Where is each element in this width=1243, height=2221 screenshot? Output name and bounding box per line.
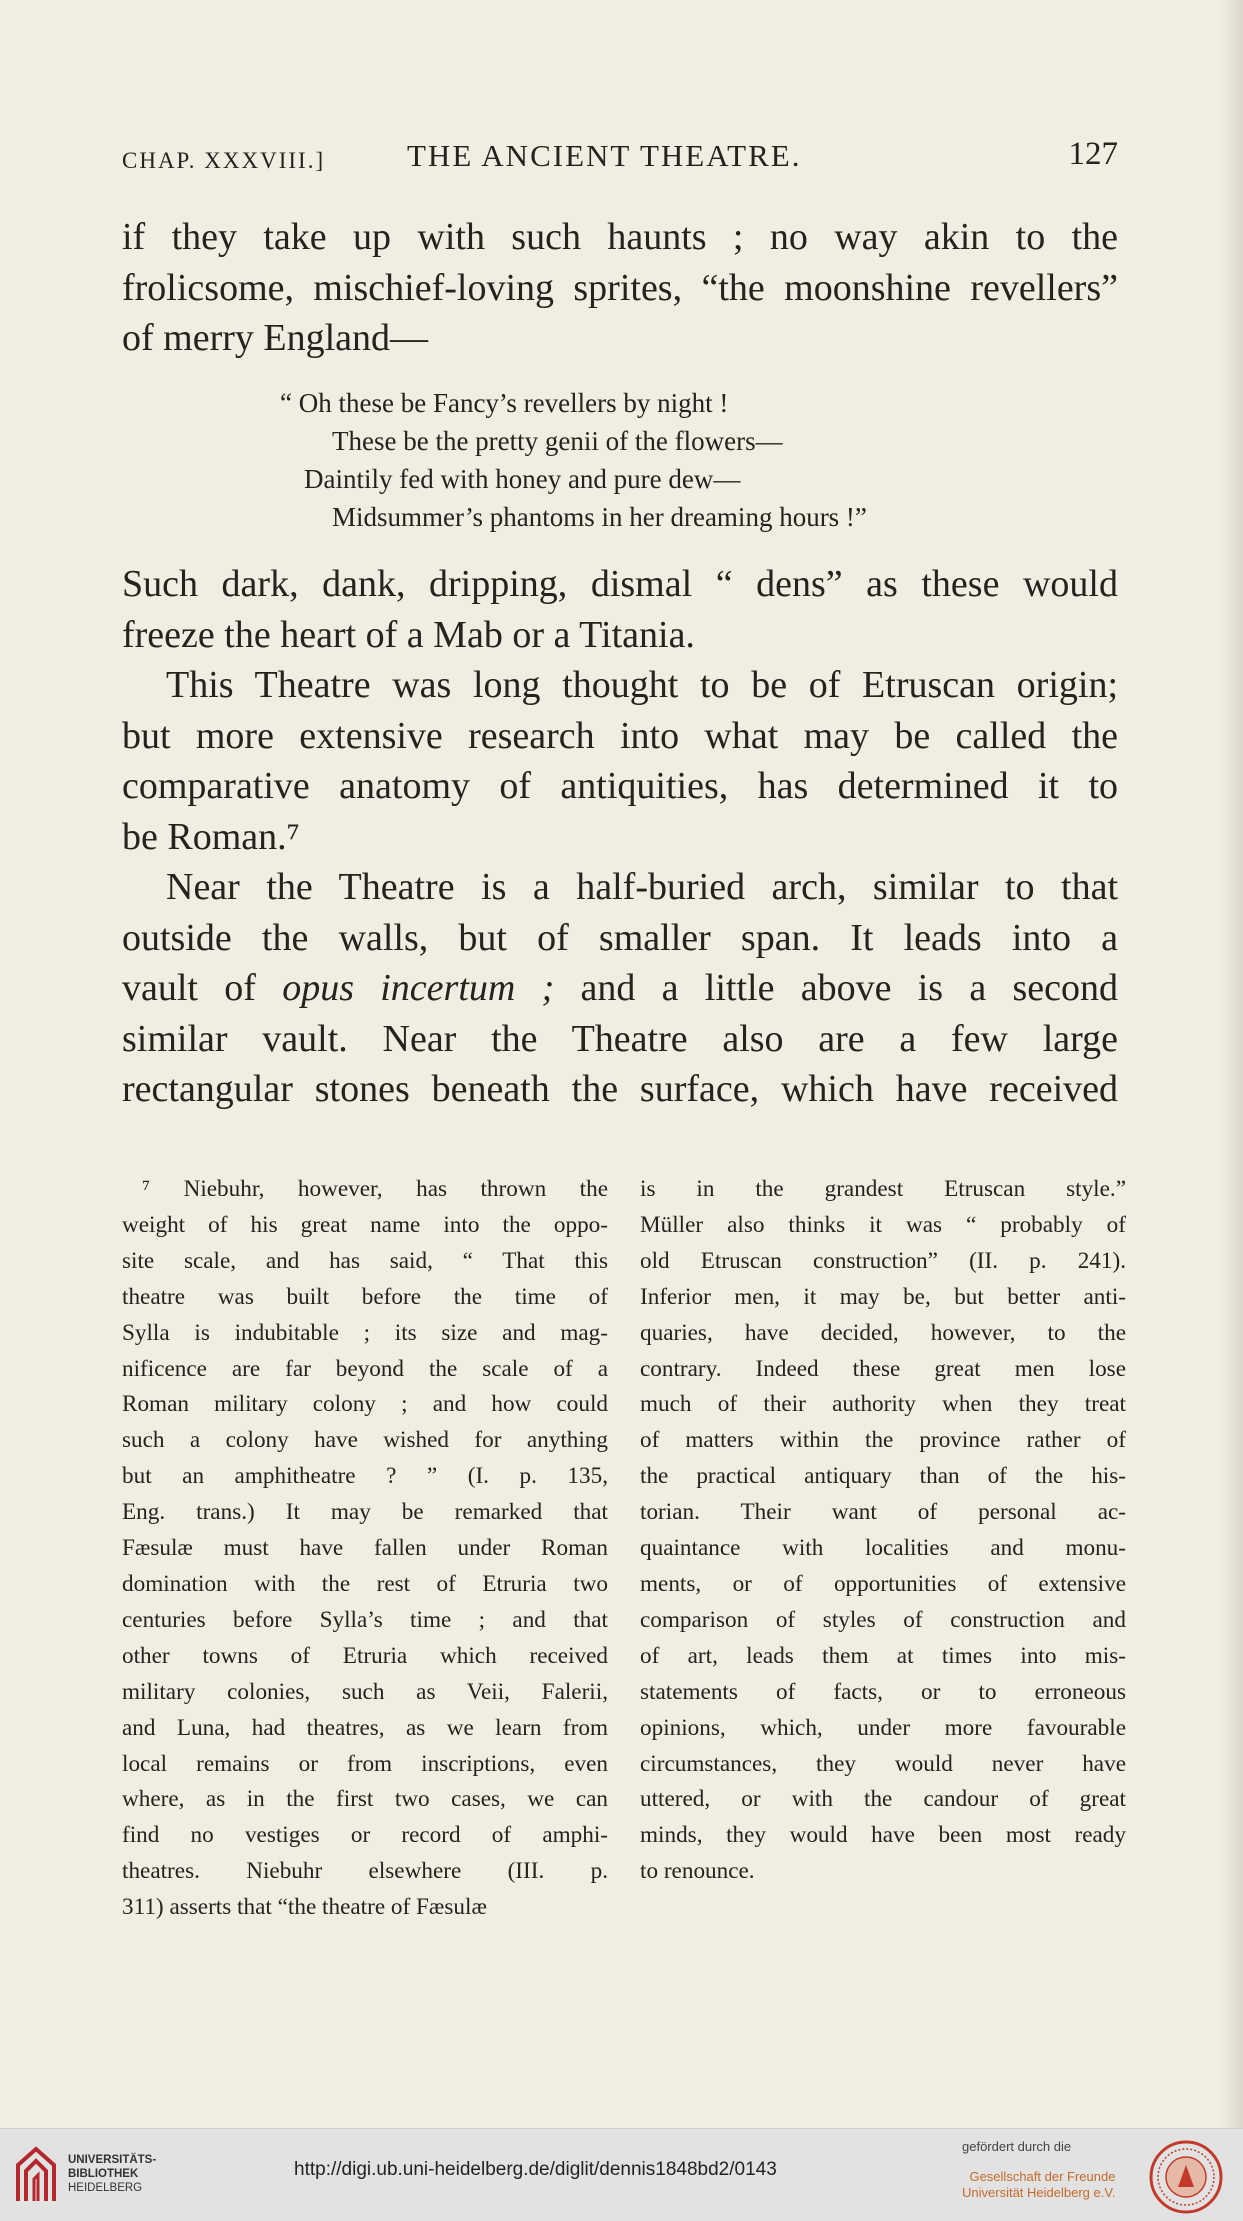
- page-edge-shadow: [1221, 0, 1243, 2128]
- footnote-left-column: [122, 1172, 608, 1926]
- text-line: Such dark, dank, dripping, dismal “ dens” as these would: [122, 563, 1118, 605]
- footnote-line: Eng. trans.) It may be remarked that: [122, 1499, 608, 1526]
- footnote-line: quaintance with localities and monu-: [640, 1535, 1126, 1562]
- verse-quotation: [280, 384, 867, 536]
- footnote-line: minds, they would have been most ready: [640, 1822, 1126, 1849]
- footnote-line: but an amphitheatre ? ” (I. p. 135,: [122, 1463, 608, 1490]
- verse-line: These be the pretty genii of the flowers—: [332, 426, 783, 456]
- footnote-line: of matters within the province rather of: [640, 1427, 1126, 1454]
- footnote-line: statements of facts, or to erroneous: [640, 1678, 1126, 1705]
- text-line: of merry England—: [122, 317, 429, 359]
- verse-line: “ Oh these be Fancy’s revellers by night !: [280, 388, 729, 418]
- text-line: frolicsome, mischief-loving sprites, “the moonshine revellers”: [122, 266, 1118, 309]
- footnote-line: such a colony have wished for anything: [122, 1427, 608, 1454]
- footnote-line: find no vestiges or record of amphi-: [122, 1822, 608, 1849]
- text-line: [122, 963, 1118, 1014]
- library-name: [68, 2153, 156, 2195]
- text-line: but more extensive research into what may be called the: [122, 714, 1118, 757]
- verse-line: Midsummer’s phantoms in her dreaming hours !”: [332, 502, 867, 532]
- text-segment: and a little above is a second: [554, 967, 1118, 1009]
- footnote-line: other towns of Etruria which received: [122, 1642, 608, 1669]
- footnote-line: Roman military colony ; and how could: [122, 1391, 608, 1418]
- footnote-right-column: [640, 1172, 1126, 1890]
- footnote-line: theatre was built before the time of: [122, 1283, 608, 1310]
- footnote-line: military colonies, such as Veii, Falerii,: [122, 1678, 608, 1705]
- italic-phrase: opus incertum ;: [282, 967, 555, 1009]
- university-seal-icon[interactable]: [1146, 2139, 1226, 2215]
- footnote-line: ments, or of opportunities of extensive: [640, 1570, 1126, 1597]
- paragraph-1: [122, 212, 1118, 364]
- footnote-line: weight of his great name into the oppo-: [122, 1211, 608, 1238]
- footnote-line: circumstances, they would never have: [640, 1750, 1126, 1777]
- footnote-line: the practical antiquary than of the his-: [640, 1463, 1126, 1490]
- footnote-line: local remains or from inscriptions, even: [122, 1750, 608, 1777]
- text-line: This Theatre was long thought to be of Etruscan origin;: [166, 664, 1118, 706]
- university-library-logo-icon[interactable]: [14, 2145, 58, 2205]
- footnote-line: is in the grandest Etruscan style.”: [640, 1176, 1126, 1202]
- footnote-line: ⁷ Niebuhr, however, has thrown the: [142, 1176, 608, 1202]
- text-line: freeze the heart of a Mab or a Titania.: [122, 613, 695, 656]
- footnote-line: uttered, or with the candour of great: [640, 1786, 1126, 1813]
- footnote-line: 311) asserts that “the theatre of Fæsulæ: [122, 1894, 487, 1921]
- footnote-line: Inferior men, it may be, but better anti-: [640, 1283, 1126, 1310]
- sponsor-label: gefördert durch die: [962, 2139, 1072, 2154]
- sponsor-name[interactable]: [962, 2169, 1115, 2201]
- footnote-line: where, as in the first two cases, we can: [122, 1786, 608, 1813]
- footnote-line: comparison of styles of construction and: [640, 1606, 1126, 1633]
- footnote-line: to renounce.: [640, 1858, 755, 1885]
- footnote-line: and Luna, had theatres, as we learn from: [122, 1714, 608, 1741]
- footnote-line: opinions, which, under more favourable: [640, 1714, 1126, 1741]
- paragraph-2: [122, 559, 1118, 660]
- footnote-line: Sylla is indubitable ; its size and mag-: [122, 1319, 608, 1346]
- running-title: THE ANCIENT THEATRE.: [407, 138, 802, 173]
- text-line: rectangular stones beneath the surface, which have received: [122, 1068, 1118, 1110]
- text-line: comparative anatomy of antiquities, has determined it to: [122, 765, 1118, 807]
- footnote-line: contrary. Indeed these great men lose: [640, 1355, 1126, 1382]
- library-name-line: UNIVERSITÄTS-: [68, 2154, 157, 2166]
- library-name-line: BIBLIOTHEK: [68, 2168, 139, 2180]
- footnote-line: domination with the rest of Etruria two: [122, 1570, 608, 1597]
- text-line: similar vault. Near the Theatre also are a few large: [122, 1017, 1118, 1060]
- footnote-line: torian. Their want of personal ac-: [640, 1499, 1126, 1526]
- paragraph-3: [122, 660, 1118, 862]
- sponsor-name-line: Universität Heidelberg e.V.: [962, 2185, 1116, 2200]
- footnote-line: centuries before Sylla’s time ; and that: [122, 1606, 608, 1633]
- text-line: if they take up with such haunts ; no way akin to the: [122, 216, 1118, 258]
- footnote-line: quaries, have decided, however, to the: [640, 1319, 1126, 1346]
- footnote-line: Müller also thinks it was “ probably of: [640, 1211, 1126, 1238]
- footnote-line: Fæsulæ must have fallen under Roman: [122, 1535, 608, 1562]
- paragraph-4: [122, 862, 1118, 1115]
- footnote-line: nificence are far beyond the scale of a: [122, 1355, 608, 1382]
- chapter-label: CHAP. XXXVIII.]: [122, 148, 326, 173]
- permalink-url[interactable]: http://digi.ub.uni-heidelberg.de/diglit/dennis1848bd2/0143: [294, 2159, 777, 2180]
- running-head: [122, 136, 1118, 186]
- page-number: 127: [1068, 136, 1118, 172]
- library-name-line: HEIDELBERG: [68, 2182, 143, 2194]
- verse-line: Daintily fed with honey and pure dew—: [304, 464, 741, 494]
- footnote-line: old Etruscan construction” (II. p. 241).: [640, 1247, 1126, 1274]
- digitization-footer: [0, 2128, 1243, 2221]
- footnote-line: of art, leads them at times into mis-: [640, 1642, 1126, 1669]
- text-line: Near the Theatre is a half-buried arch, similar to that: [166, 866, 1118, 908]
- text-line: outside the walls, but of smaller span. It leads into a: [122, 916, 1118, 959]
- footnote-line: much of their authority when they treat: [640, 1391, 1126, 1418]
- text-line: be Roman.⁷: [122, 815, 300, 858]
- text-segment: vault of: [122, 967, 283, 1009]
- footnote-line: site scale, and has said, “ That this: [122, 1247, 608, 1274]
- sponsor-name-line: Gesellschaft der Freunde: [969, 2169, 1116, 2184]
- footnote-line: theatres. Niebuhr elsewhere (III. p.: [122, 1858, 608, 1885]
